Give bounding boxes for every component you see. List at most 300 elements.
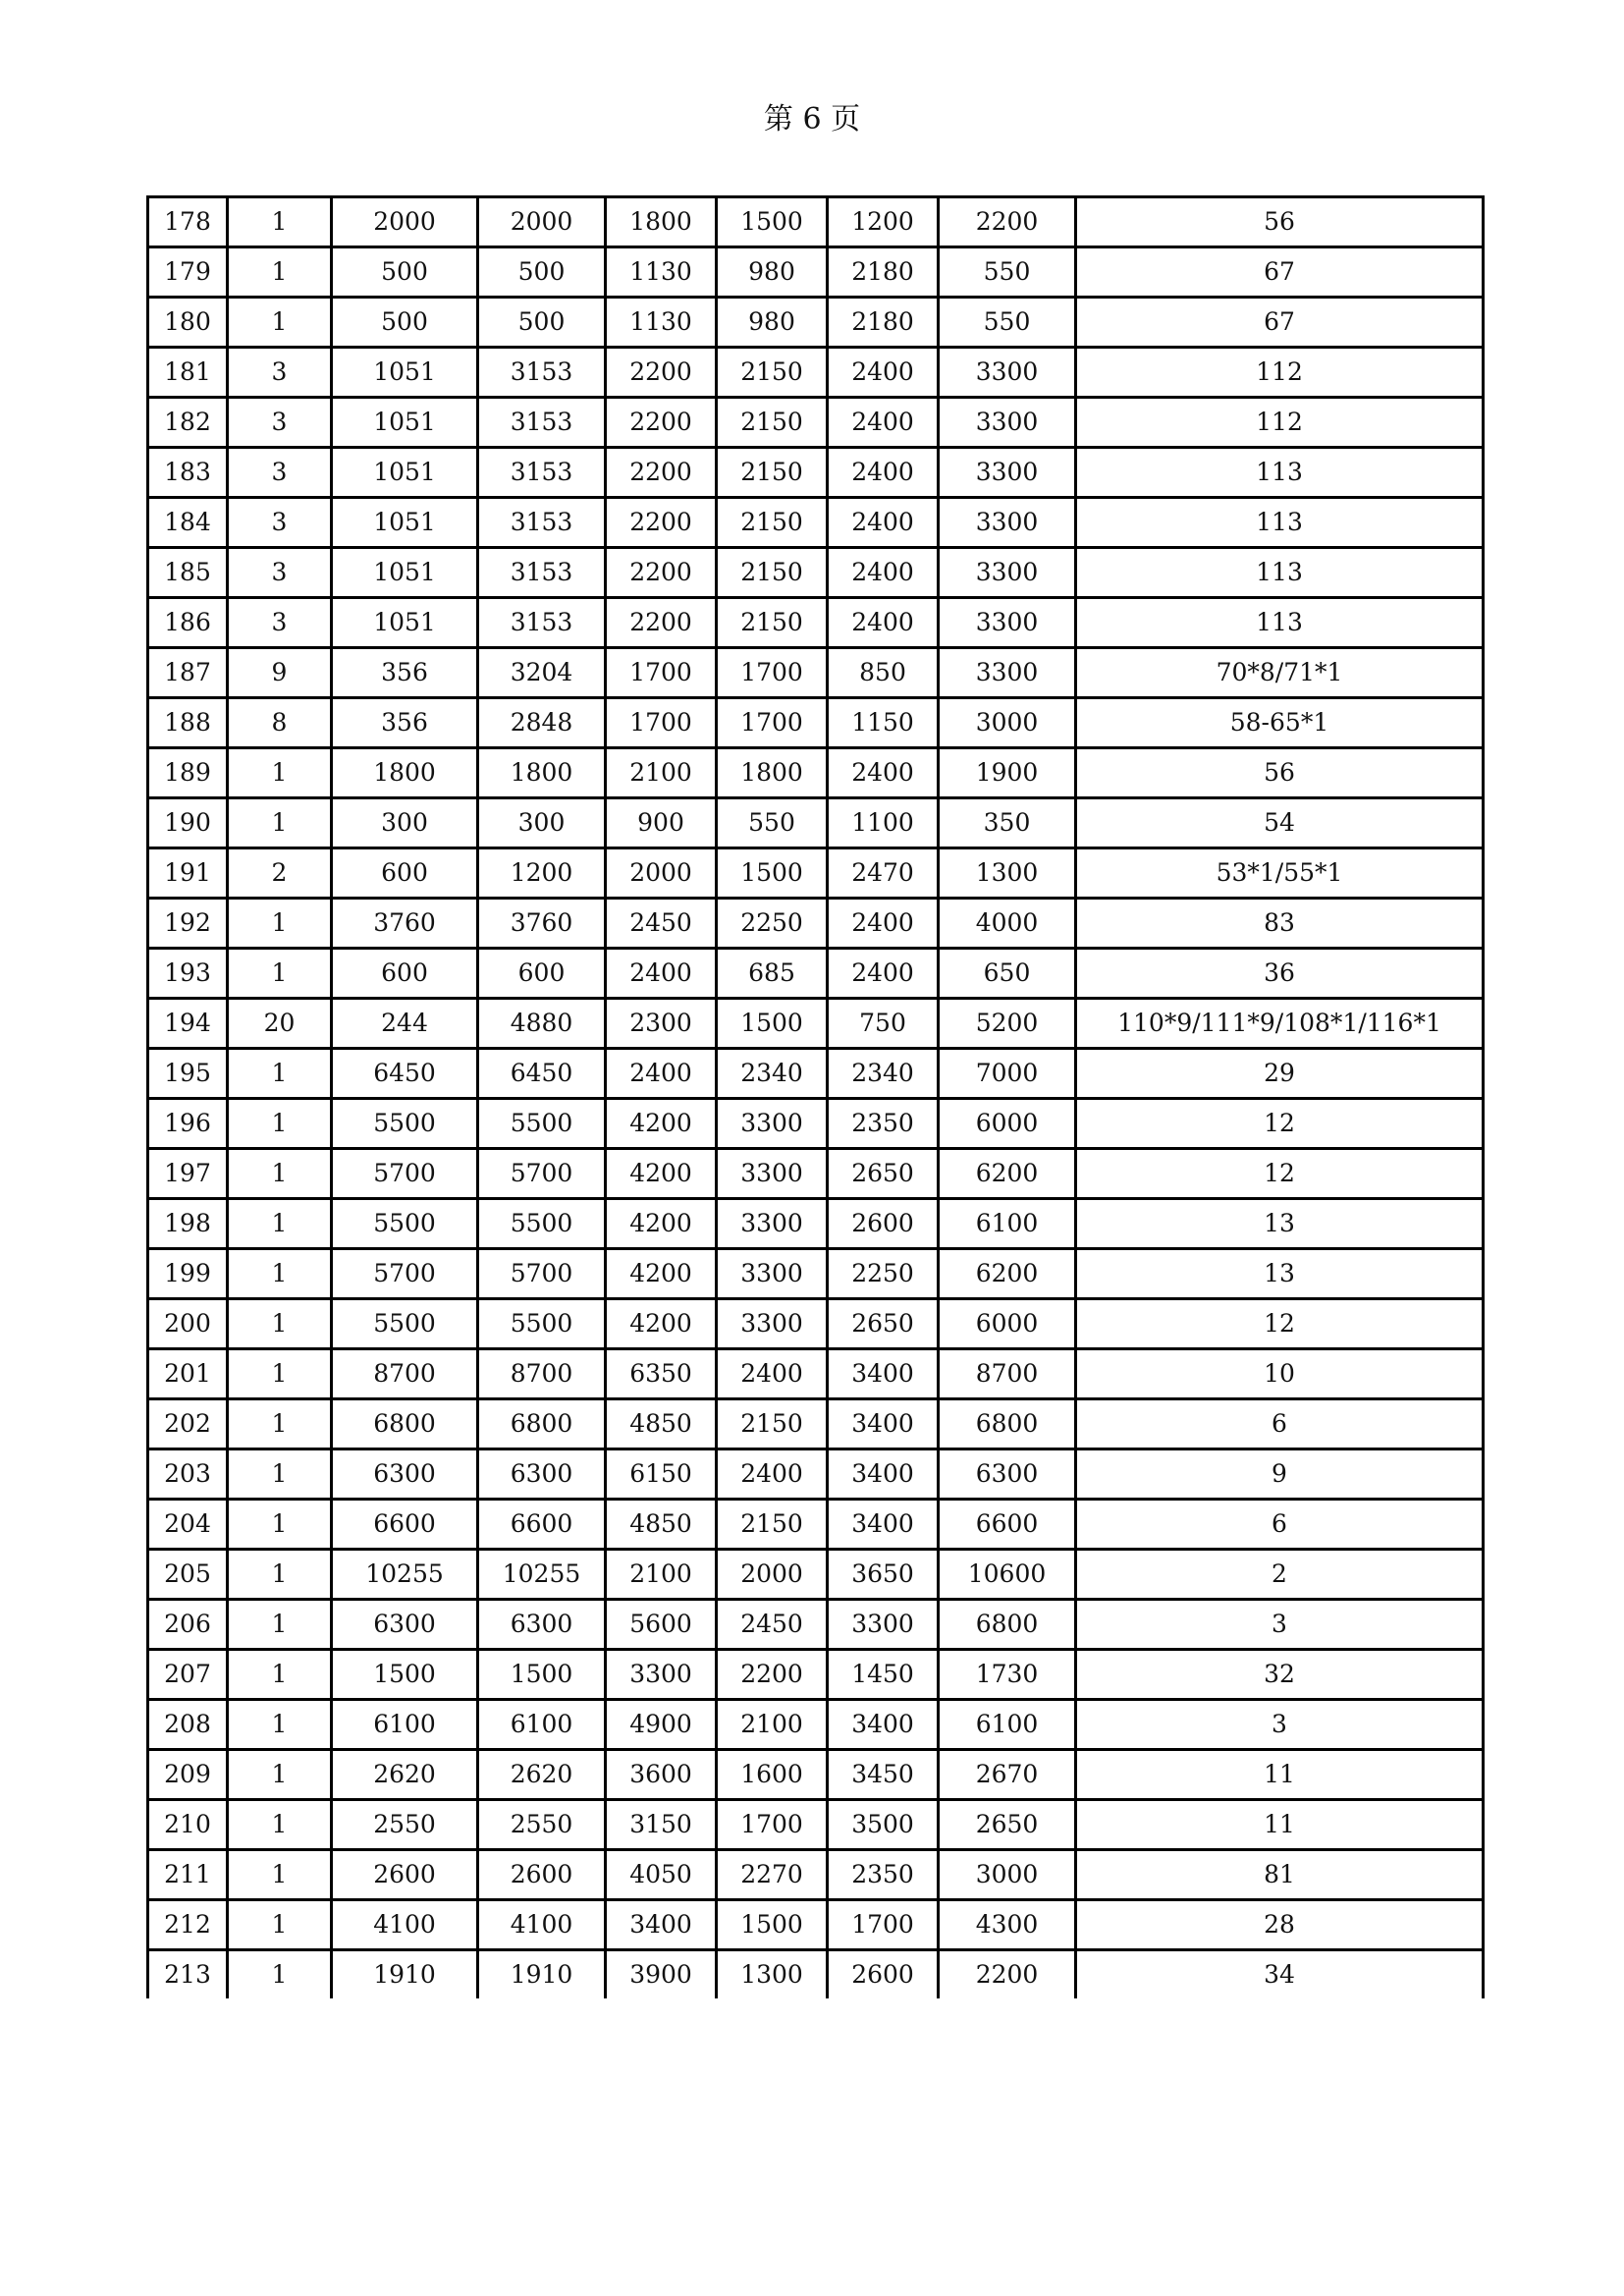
- dimension-b-cell: 2400: [717, 1349, 828, 1399]
- quantity-cell: 3: [228, 448, 332, 498]
- reference-cell: 12: [1076, 1299, 1484, 1349]
- table-row: [148, 1149, 1484, 1199]
- dimension-a-cell: 2300: [606, 999, 717, 1049]
- table-row: [148, 1249, 1484, 1299]
- quantity-cell: 1: [228, 1349, 332, 1399]
- row-number-cell: 212: [148, 1900, 228, 1950]
- dimension-b-cell: 1500: [717, 197, 828, 247]
- total-value-cell: 300: [478, 798, 606, 848]
- unit-value-cell: 600: [332, 949, 478, 999]
- table-row: [148, 1750, 1484, 1800]
- row-number-cell: 194: [148, 999, 228, 1049]
- dimension-c-cell: 3400: [828, 1500, 939, 1550]
- total-value-cell: 1200: [478, 848, 606, 899]
- dimension-c-cell: 1150: [828, 698, 939, 748]
- reference-cell: 10: [1076, 1349, 1484, 1399]
- reference-cell: 67: [1076, 298, 1484, 348]
- table-row: [148, 798, 1484, 848]
- dimension-d-cell: 6300: [939, 1449, 1076, 1500]
- reference-cell: 113: [1076, 598, 1484, 648]
- table-row: [148, 999, 1484, 1049]
- total-value-cell: 2848: [478, 698, 606, 748]
- dimension-a-cell: 4200: [606, 1199, 717, 1249]
- dimension-d-cell: 3300: [939, 348, 1076, 398]
- dimension-d-cell: 4300: [939, 1900, 1076, 1950]
- dimension-d-cell: 3300: [939, 598, 1076, 648]
- unit-value-cell: 5500: [332, 1199, 478, 1249]
- row-number-cell: 186: [148, 598, 228, 648]
- total-value-cell: 6600: [478, 1500, 606, 1550]
- quantity-cell: 1: [228, 1700, 332, 1750]
- reference-cell: 11: [1076, 1750, 1484, 1800]
- dimension-c-cell: 750: [828, 999, 939, 1049]
- row-number-cell: 189: [148, 748, 228, 798]
- reference-cell: 12: [1076, 1149, 1484, 1199]
- row-number-cell: 199: [148, 1249, 228, 1299]
- dimension-b-cell: 2150: [717, 1399, 828, 1449]
- dimension-c-cell: 2400: [828, 598, 939, 648]
- quantity-cell: 2: [228, 848, 332, 899]
- unit-value-cell: 1910: [332, 1950, 478, 1999]
- dimension-b-cell: 1300: [717, 1950, 828, 1999]
- dimension-b-cell: 1700: [717, 698, 828, 748]
- quantity-cell: 1: [228, 1500, 332, 1550]
- dimension-b-cell: 2450: [717, 1600, 828, 1650]
- quantity-cell: 1: [228, 1950, 332, 1999]
- dimension-d-cell: 6800: [939, 1600, 1076, 1650]
- dimension-d-cell: 6100: [939, 1700, 1076, 1750]
- total-value-cell: 3153: [478, 498, 606, 548]
- dimension-b-cell: 3300: [717, 1099, 828, 1149]
- row-number-cell: 178: [148, 197, 228, 247]
- total-value-cell: 1800: [478, 748, 606, 798]
- table-row: [148, 348, 1484, 398]
- dimension-d-cell: 3300: [939, 548, 1076, 598]
- table-row: [148, 698, 1484, 748]
- unit-value-cell: 1800: [332, 748, 478, 798]
- quantity-cell: 1: [228, 1800, 332, 1850]
- unit-value-cell: 8700: [332, 1349, 478, 1399]
- reference-cell: 110*9/111*9/108*1/116*1: [1076, 999, 1484, 1049]
- reference-cell: 12: [1076, 1099, 1484, 1149]
- dimension-d-cell: 3300: [939, 648, 1076, 698]
- dimension-b-cell: 3300: [717, 1249, 828, 1299]
- dimension-a-cell: 1130: [606, 298, 717, 348]
- table-row: [148, 398, 1484, 448]
- dimension-d-cell: 3300: [939, 398, 1076, 448]
- unit-value-cell: 3760: [332, 899, 478, 949]
- dimension-c-cell: 3650: [828, 1550, 939, 1600]
- quantity-cell: 1: [228, 1399, 332, 1449]
- table-row: [148, 1349, 1484, 1399]
- dimension-a-cell: 1700: [606, 648, 717, 698]
- dimension-a-cell: 4850: [606, 1399, 717, 1449]
- dimension-c-cell: 2250: [828, 1249, 939, 1299]
- dimension-a-cell: 2400: [606, 1049, 717, 1099]
- dimension-b-cell: 1500: [717, 999, 828, 1049]
- dimension-d-cell: 650: [939, 949, 1076, 999]
- dimension-b-cell: 2150: [717, 348, 828, 398]
- row-number-cell: 195: [148, 1049, 228, 1099]
- quantity-cell: 1: [228, 247, 332, 298]
- reference-cell: 28: [1076, 1900, 1484, 1950]
- dimension-b-cell: 685: [717, 949, 828, 999]
- dimension-a-cell: 3600: [606, 1750, 717, 1800]
- unit-value-cell: 5500: [332, 1099, 478, 1149]
- dimension-a-cell: 6150: [606, 1449, 717, 1500]
- reference-cell: 58-65*1: [1076, 698, 1484, 748]
- total-value-cell: 3153: [478, 448, 606, 498]
- total-value-cell: 4880: [478, 999, 606, 1049]
- unit-value-cell: 6450: [332, 1049, 478, 1099]
- dimension-a-cell: 4200: [606, 1099, 717, 1149]
- total-value-cell: 5500: [478, 1299, 606, 1349]
- unit-value-cell: 1051: [332, 348, 478, 398]
- quantity-cell: 1: [228, 748, 332, 798]
- reference-cell: 6: [1076, 1500, 1484, 1550]
- dimension-a-cell: 3400: [606, 1900, 717, 1950]
- page-number-header: 第 6 页: [763, 102, 861, 137]
- quantity-cell: 3: [228, 348, 332, 398]
- row-number-cell: 211: [148, 1850, 228, 1900]
- table-row: [148, 1299, 1484, 1349]
- total-value-cell: 3153: [478, 398, 606, 448]
- dimension-b-cell: 2000: [717, 1550, 828, 1600]
- reference-cell: 9: [1076, 1449, 1484, 1500]
- reference-cell: 34: [1076, 1950, 1484, 1999]
- table-row: [148, 1099, 1484, 1149]
- dimension-b-cell: 2340: [717, 1049, 828, 1099]
- unit-value-cell: 6800: [332, 1399, 478, 1449]
- dimension-d-cell: 3300: [939, 448, 1076, 498]
- dimension-c-cell: 3450: [828, 1750, 939, 1800]
- dimension-a-cell: 4850: [606, 1500, 717, 1550]
- dimension-b-cell: 2100: [717, 1700, 828, 1750]
- row-number-cell: 192: [148, 899, 228, 949]
- row-number-cell: 213: [148, 1950, 228, 1999]
- table-row: [148, 598, 1484, 648]
- dimension-b-cell: 2150: [717, 598, 828, 648]
- dimension-d-cell: 2200: [939, 197, 1076, 247]
- dimension-c-cell: 2340: [828, 1049, 939, 1099]
- dimension-b-cell: 1500: [717, 1900, 828, 1950]
- table-row: [148, 1399, 1484, 1449]
- dimension-a-cell: 2200: [606, 498, 717, 548]
- total-value-cell: 3760: [478, 899, 606, 949]
- row-number-cell: 207: [148, 1650, 228, 1700]
- dimension-a-cell: 1130: [606, 247, 717, 298]
- row-number-cell: 196: [148, 1099, 228, 1149]
- dimension-c-cell: 3400: [828, 1349, 939, 1399]
- dimension-a-cell: 4050: [606, 1850, 717, 1900]
- dimension-a-cell: 2450: [606, 899, 717, 949]
- dimension-b-cell: 980: [717, 247, 828, 298]
- quantity-cell: 1: [228, 899, 332, 949]
- dimension-d-cell: 6600: [939, 1500, 1076, 1550]
- reference-cell: 70*8/71*1: [1076, 648, 1484, 698]
- quantity-cell: 1: [228, 1199, 332, 1249]
- reference-cell: 3: [1076, 1700, 1484, 1750]
- dimension-d-cell: 350: [939, 798, 1076, 848]
- dimension-b-cell: 3300: [717, 1149, 828, 1199]
- unit-value-cell: 2000: [332, 197, 478, 247]
- total-value-cell: 8700: [478, 1349, 606, 1399]
- unit-value-cell: 6100: [332, 1700, 478, 1750]
- quantity-cell: 1: [228, 1149, 332, 1199]
- unit-value-cell: 1500: [332, 1650, 478, 1700]
- dimension-b-cell: 2150: [717, 498, 828, 548]
- table-row: [148, 899, 1484, 949]
- quantity-cell: 3: [228, 548, 332, 598]
- reference-cell: 32: [1076, 1650, 1484, 1700]
- quantity-cell: 9: [228, 648, 332, 698]
- dimension-b-cell: 2150: [717, 448, 828, 498]
- table-row: [148, 1049, 1484, 1099]
- dimension-d-cell: 10600: [939, 1550, 1076, 1600]
- total-value-cell: 5500: [478, 1199, 606, 1249]
- dimension-d-cell: 7000: [939, 1049, 1076, 1099]
- dimension-d-cell: 2200: [939, 1950, 1076, 1999]
- quantity-cell: 1: [228, 949, 332, 999]
- dimension-a-cell: 2200: [606, 448, 717, 498]
- dimension-a-cell: 2100: [606, 1550, 717, 1600]
- reference-cell: 112: [1076, 348, 1484, 398]
- quantity-cell: 1: [228, 1650, 332, 1700]
- dimension-c-cell: 3400: [828, 1399, 939, 1449]
- reference-cell: 113: [1076, 498, 1484, 548]
- dimension-a-cell: 4900: [606, 1700, 717, 1750]
- dimension-b-cell: 2270: [717, 1850, 828, 1900]
- reference-cell: 83: [1076, 899, 1484, 949]
- table-row: [148, 949, 1484, 999]
- quantity-cell: 1: [228, 1850, 332, 1900]
- row-number-cell: 183: [148, 448, 228, 498]
- dimension-c-cell: 2400: [828, 548, 939, 598]
- dimension-b-cell: 1700: [717, 648, 828, 698]
- unit-value-cell: 1051: [332, 548, 478, 598]
- dimension-c-cell: 2400: [828, 748, 939, 798]
- row-number-cell: 181: [148, 348, 228, 398]
- total-value-cell: 6100: [478, 1700, 606, 1750]
- dimension-c-cell: 2180: [828, 298, 939, 348]
- dimension-a-cell: 2100: [606, 748, 717, 798]
- dimension-a-cell: 1800: [606, 197, 717, 247]
- dimension-d-cell: 6100: [939, 1199, 1076, 1249]
- unit-value-cell: 6300: [332, 1600, 478, 1650]
- row-number-cell: 185: [148, 548, 228, 598]
- dimension-d-cell: 550: [939, 298, 1076, 348]
- total-value-cell: 6800: [478, 1399, 606, 1449]
- reference-cell: 67: [1076, 247, 1484, 298]
- dimension-a-cell: 2400: [606, 949, 717, 999]
- quantity-cell: 1: [228, 1249, 332, 1299]
- table-row: [148, 247, 1484, 298]
- total-value-cell: 3153: [478, 348, 606, 398]
- row-number-cell: 179: [148, 247, 228, 298]
- dimension-c-cell: 2180: [828, 247, 939, 298]
- dimension-d-cell: 2650: [939, 1800, 1076, 1850]
- table-row: [148, 648, 1484, 698]
- dimension-c-cell: 1100: [828, 798, 939, 848]
- table-row: [148, 448, 1484, 498]
- quantity-cell: 1: [228, 298, 332, 348]
- dimension-a-cell: 2200: [606, 548, 717, 598]
- total-value-cell: 6450: [478, 1049, 606, 1099]
- dimension-d-cell: 550: [939, 247, 1076, 298]
- quantity-cell: 1: [228, 798, 332, 848]
- dimension-d-cell: 2670: [939, 1750, 1076, 1800]
- unit-value-cell: 300: [332, 798, 478, 848]
- reference-cell: 11: [1076, 1800, 1484, 1850]
- reference-cell: 56: [1076, 197, 1484, 247]
- dimension-a-cell: 2000: [606, 848, 717, 899]
- dimension-b-cell: 1500: [717, 848, 828, 899]
- unit-value-cell: 10255: [332, 1550, 478, 1600]
- dimension-a-cell: 2200: [606, 598, 717, 648]
- quantity-cell: 20: [228, 999, 332, 1049]
- dimension-d-cell: 5200: [939, 999, 1076, 1049]
- row-number-cell: 188: [148, 698, 228, 748]
- total-value-cell: 5700: [478, 1249, 606, 1299]
- dimension-b-cell: 2150: [717, 398, 828, 448]
- total-value-cell: 6300: [478, 1600, 606, 1650]
- dimension-d-cell: 8700: [939, 1349, 1076, 1399]
- dimension-a-cell: 4200: [606, 1299, 717, 1349]
- table-row: [148, 1500, 1484, 1550]
- dimension-c-cell: 2400: [828, 498, 939, 548]
- reference-cell: 13: [1076, 1199, 1484, 1249]
- dimension-c-cell: 2350: [828, 1099, 939, 1149]
- table-row: [148, 498, 1484, 548]
- quantity-cell: 1: [228, 197, 332, 247]
- row-number-cell: 180: [148, 298, 228, 348]
- dimension-a-cell: 6350: [606, 1349, 717, 1399]
- reference-cell: 56: [1076, 748, 1484, 798]
- dimension-b-cell: 2250: [717, 899, 828, 949]
- quantity-cell: 1: [228, 1299, 332, 1349]
- dimension-c-cell: 3300: [828, 1600, 939, 1650]
- dimension-b-cell: 3300: [717, 1299, 828, 1349]
- row-number-cell: 198: [148, 1199, 228, 1249]
- quantity-cell: 1: [228, 1750, 332, 1800]
- dimension-b-cell: 2150: [717, 548, 828, 598]
- dimension-b-cell: 980: [717, 298, 828, 348]
- dimension-b-cell: 2200: [717, 1650, 828, 1700]
- total-value-cell: 600: [478, 949, 606, 999]
- reference-cell: 3: [1076, 1600, 1484, 1650]
- table-row: [148, 748, 1484, 798]
- table-row: [148, 197, 1484, 247]
- unit-value-cell: 2620: [332, 1750, 478, 1800]
- reference-cell: 81: [1076, 1850, 1484, 1900]
- unit-value-cell: 2550: [332, 1800, 478, 1850]
- total-value-cell: 4100: [478, 1900, 606, 1950]
- unit-value-cell: 5700: [332, 1249, 478, 1299]
- dimension-b-cell: 1800: [717, 748, 828, 798]
- row-number-cell: 204: [148, 1500, 228, 1550]
- dimension-a-cell: 2200: [606, 398, 717, 448]
- total-value-cell: 1500: [478, 1650, 606, 1700]
- unit-value-cell: 5500: [332, 1299, 478, 1349]
- dimension-b-cell: 2400: [717, 1449, 828, 1500]
- dimension-b-cell: 2150: [717, 1500, 828, 1550]
- row-number-cell: 202: [148, 1399, 228, 1449]
- reference-cell: 53*1/55*1: [1076, 848, 1484, 899]
- reference-cell: 113: [1076, 448, 1484, 498]
- table-row: [148, 1199, 1484, 1249]
- dimension-c-cell: 2600: [828, 1199, 939, 1249]
- row-number-cell: 205: [148, 1550, 228, 1600]
- row-number-cell: 208: [148, 1700, 228, 1750]
- dimension-d-cell: 6200: [939, 1249, 1076, 1299]
- total-value-cell: 2600: [478, 1850, 606, 1900]
- quantity-cell: 1: [228, 1049, 332, 1099]
- unit-value-cell: 2600: [332, 1850, 478, 1900]
- row-number-cell: 187: [148, 648, 228, 698]
- dimension-a-cell: 3900: [606, 1950, 717, 1999]
- table-row: [148, 848, 1484, 899]
- quantity-cell: 1: [228, 1449, 332, 1500]
- dimension-d-cell: 3000: [939, 1850, 1076, 1900]
- row-number-cell: 190: [148, 798, 228, 848]
- row-number-cell: 209: [148, 1750, 228, 1800]
- dimension-c-cell: 1200: [828, 197, 939, 247]
- dimension-a-cell: 4200: [606, 1149, 717, 1199]
- total-value-cell: 6300: [478, 1449, 606, 1500]
- dimension-b-cell: 550: [717, 798, 828, 848]
- row-number-cell: 210: [148, 1800, 228, 1850]
- table-body: [148, 197, 1484, 1999]
- unit-value-cell: 1051: [332, 598, 478, 648]
- row-number-cell: 182: [148, 398, 228, 448]
- dimension-c-cell: 3500: [828, 1800, 939, 1850]
- reference-cell: 113: [1076, 548, 1484, 598]
- unit-value-cell: 500: [332, 247, 478, 298]
- unit-value-cell: 244: [332, 999, 478, 1049]
- dimension-d-cell: 6800: [939, 1399, 1076, 1449]
- row-number-cell: 203: [148, 1449, 228, 1500]
- dimension-a-cell: 900: [606, 798, 717, 848]
- total-value-cell: 10255: [478, 1550, 606, 1600]
- total-value-cell: 500: [478, 247, 606, 298]
- unit-value-cell: 356: [332, 698, 478, 748]
- table-row: [148, 1800, 1484, 1850]
- quantity-cell: 8: [228, 698, 332, 748]
- quantity-cell: 3: [228, 498, 332, 548]
- row-number-cell: 191: [148, 848, 228, 899]
- dimension-a-cell: 2200: [606, 348, 717, 398]
- dimension-c-cell: 850: [828, 648, 939, 698]
- dimension-d-cell: 6000: [939, 1299, 1076, 1349]
- dimension-d-cell: 1900: [939, 748, 1076, 798]
- reference-cell: 54: [1076, 798, 1484, 848]
- quantity-cell: 1: [228, 1900, 332, 1950]
- unit-value-cell: 356: [332, 648, 478, 698]
- dimension-b-cell: 1700: [717, 1800, 828, 1850]
- reference-cell: 2: [1076, 1550, 1484, 1600]
- dimension-a-cell: 4200: [606, 1249, 717, 1299]
- row-number-cell: 193: [148, 949, 228, 999]
- unit-value-cell: 600: [332, 848, 478, 899]
- dimension-b-cell: 1600: [717, 1750, 828, 1800]
- dimension-c-cell: 3400: [828, 1449, 939, 1500]
- dimension-d-cell: 4000: [939, 899, 1076, 949]
- dimension-c-cell: 2350: [828, 1850, 939, 1900]
- total-value-cell: 2000: [478, 197, 606, 247]
- table-row: [148, 1449, 1484, 1500]
- reference-cell: 36: [1076, 949, 1484, 999]
- table-row: [148, 1850, 1484, 1900]
